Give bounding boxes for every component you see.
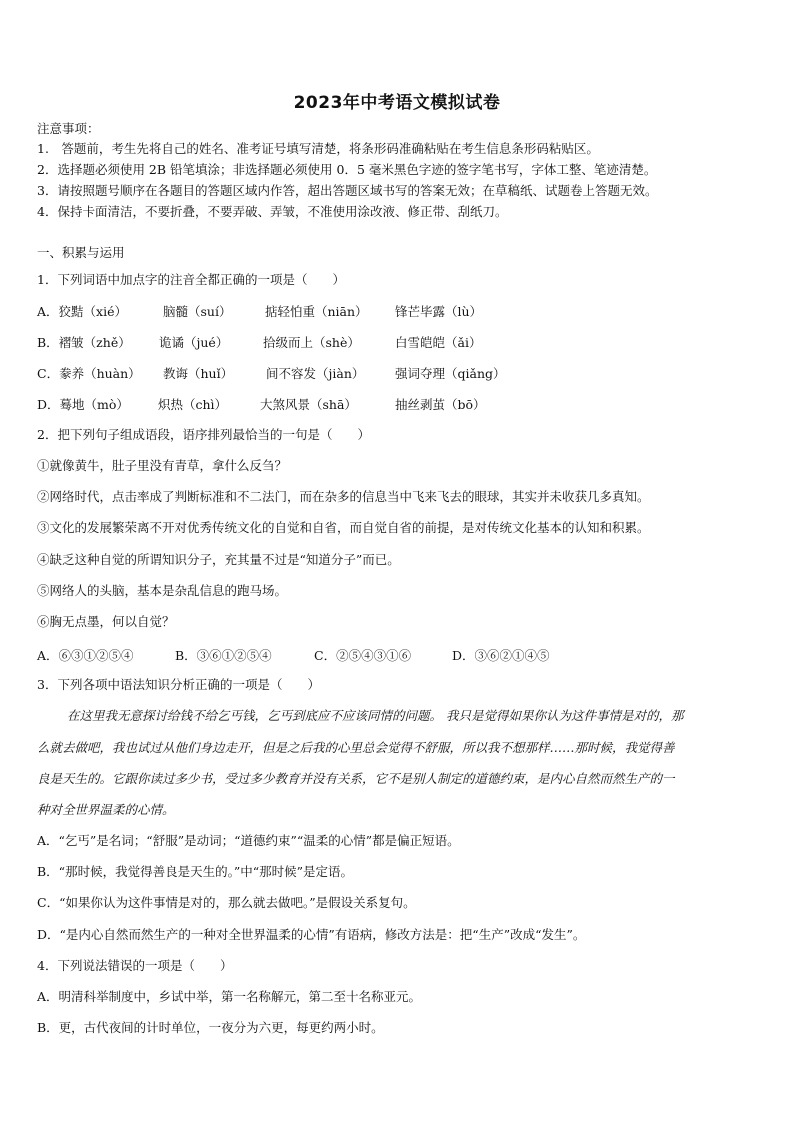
- question-2-sentence: ④缺乏这种自觉的所谓知识分子，充其量不过是“知道分子”而已。: [37, 552, 400, 567]
- question-2-option-b[interactable]: B．③⑥①②⑤④: [175, 648, 272, 663]
- question-1-option-b[interactable]: B．褶皱（zhě） 诡谲（jué） 拾级而上（shè） 白雪皑皑（ǎi）: [37, 335, 482, 350]
- passage-line: 么就去做吧，我也试过从他们身边走开，但是之后我的心里总会觉得不舒服，所以我不想那样……那时候，我觉得善: [37, 740, 675, 755]
- question-1-option-d[interactable]: D．蓦地（mò） 炽热（chì） 大煞风景（shā） 抽丝剥茧（bō）: [37, 397, 486, 412]
- question-1-option-c[interactable]: C．豢养（huàn） 教诲（huǐ） 间不容发（jiàn） 强词夺理（qiǎng）: [37, 366, 506, 381]
- page-title: 2023年中考语文模拟试卷: [293, 93, 501, 113]
- question-1-option-a[interactable]: A．狡黠（xié） 脑髓（suí） 掂轻怕重（niān） 锋芒毕露（lù）: [37, 304, 483, 319]
- question-2-options: [37, 646, 550, 664]
- section-heading: 一、积累与运用: [37, 245, 125, 260]
- question-2-sentence: ⑤网络人的头脑，基本是杂乱信息的跑马场。: [37, 583, 288, 598]
- question-3-passage: [37, 708, 759, 818]
- notice-item: 1. 答题前，考生先将自己的姓名、准考证号填写清楚，将条形码准确粘贴在考生信息条形码粘贴区。: [37, 141, 599, 156]
- passage-line: 在这里我无意探讨给钱不给乞丐钱，乞丐到底应不应该同情的问题。 我只是觉得如果你认为这件事情是对的，那: [67, 708, 684, 723]
- question-3-option-c[interactable]: C．“如果你认为这件事情是对的，那么就去做吧。”是假设关系复句。: [37, 895, 416, 910]
- question-2-stem: 2．把下列句子组成语段，语序排列最恰当的一句是（ ）: [37, 427, 370, 442]
- passage-line: 种对全世界温柔的心情。: [37, 802, 175, 817]
- question-2-sentence: ⑥胸无点墨，何以自觉？: [37, 614, 175, 629]
- question-2-option-c[interactable]: C．②⑤④③①⑥: [314, 648, 412, 663]
- notice-item: 2．选择题必须使用 2B 铅笔填涂；非选择题必须使用 0．5 毫米黑色字迹的签字笔书写，字体工整、笔迹清楚。: [37, 162, 657, 177]
- question-2-sentence: ③文化的发展繁荣离不开对优秀传统文化的自觉和自省，而自觉自省的前提，是对传统文化基本的认知和积累。: [37, 520, 650, 535]
- question-2-option-d[interactable]: D．③⑥②①④⑤: [452, 648, 550, 663]
- question-3-option-d[interactable]: D．“是内心自然而然生产的一种对全世界温柔的心情”有语病，修改方法是：把“生产”改成“发生”。: [37, 927, 586, 942]
- question-2-sentence: ①就像黄牛，肚子里没有青草，拿什么反刍？: [37, 458, 288, 473]
- notice-heading: 注意事项：: [37, 121, 100, 136]
- question-2-option-a[interactable]: A．⑥③①②⑤④: [37, 648, 134, 663]
- notice-item: 3．请按照题号顺序在各题目的答题区域内作答，超出答题区域书写的答案无效；在草稿纸、试题卷上答题无效。: [37, 183, 658, 198]
- question-3-option-a[interactable]: A．“乞丐”是名词；“舒服”是动词；“道德约束”“温柔的心情”都是偏正短语。: [37, 833, 460, 848]
- question-4-option-a[interactable]: A．明清科举制度中，乡试中举，第一名称解元，第二至十名称亚元。: [37, 989, 422, 1004]
- question-4-stem: 4．下列说法错误的一项是（ ）: [37, 958, 233, 973]
- notice-item: 4．保持卡面清洁，不要折叠，不要弄破、弄皱，不准使用涂改液、修正带、刮纸刀。: [37, 204, 508, 219]
- passage-line: 良是天生的。它跟你读过多少书，受过多少教育并没有关系，它不是别人制定的道德约束，是内心自然而然生产的一: [37, 771, 675, 786]
- question-3-option-b[interactable]: B．“那时候，我觉得善良是天生的。”中“那时候”是定语。: [37, 864, 353, 879]
- question-1-stem: 1．下列词语中加点字的注音全都正确的一项是（ ）: [37, 272, 345, 287]
- question-3-stem: 3．下列各项中语法知识分析正确的一项是（ ）: [37, 677, 320, 692]
- question-4-option-b[interactable]: B．更，古代夜间的计时单位，一夜分为六更，每更约两小时。: [37, 1020, 384, 1035]
- question-2-sentence: ②网络时代，点击率成了判断标准和不二法门，而在杂多的信息当中飞来飞去的眼球，其实并未收获几多真知。: [37, 489, 650, 504]
